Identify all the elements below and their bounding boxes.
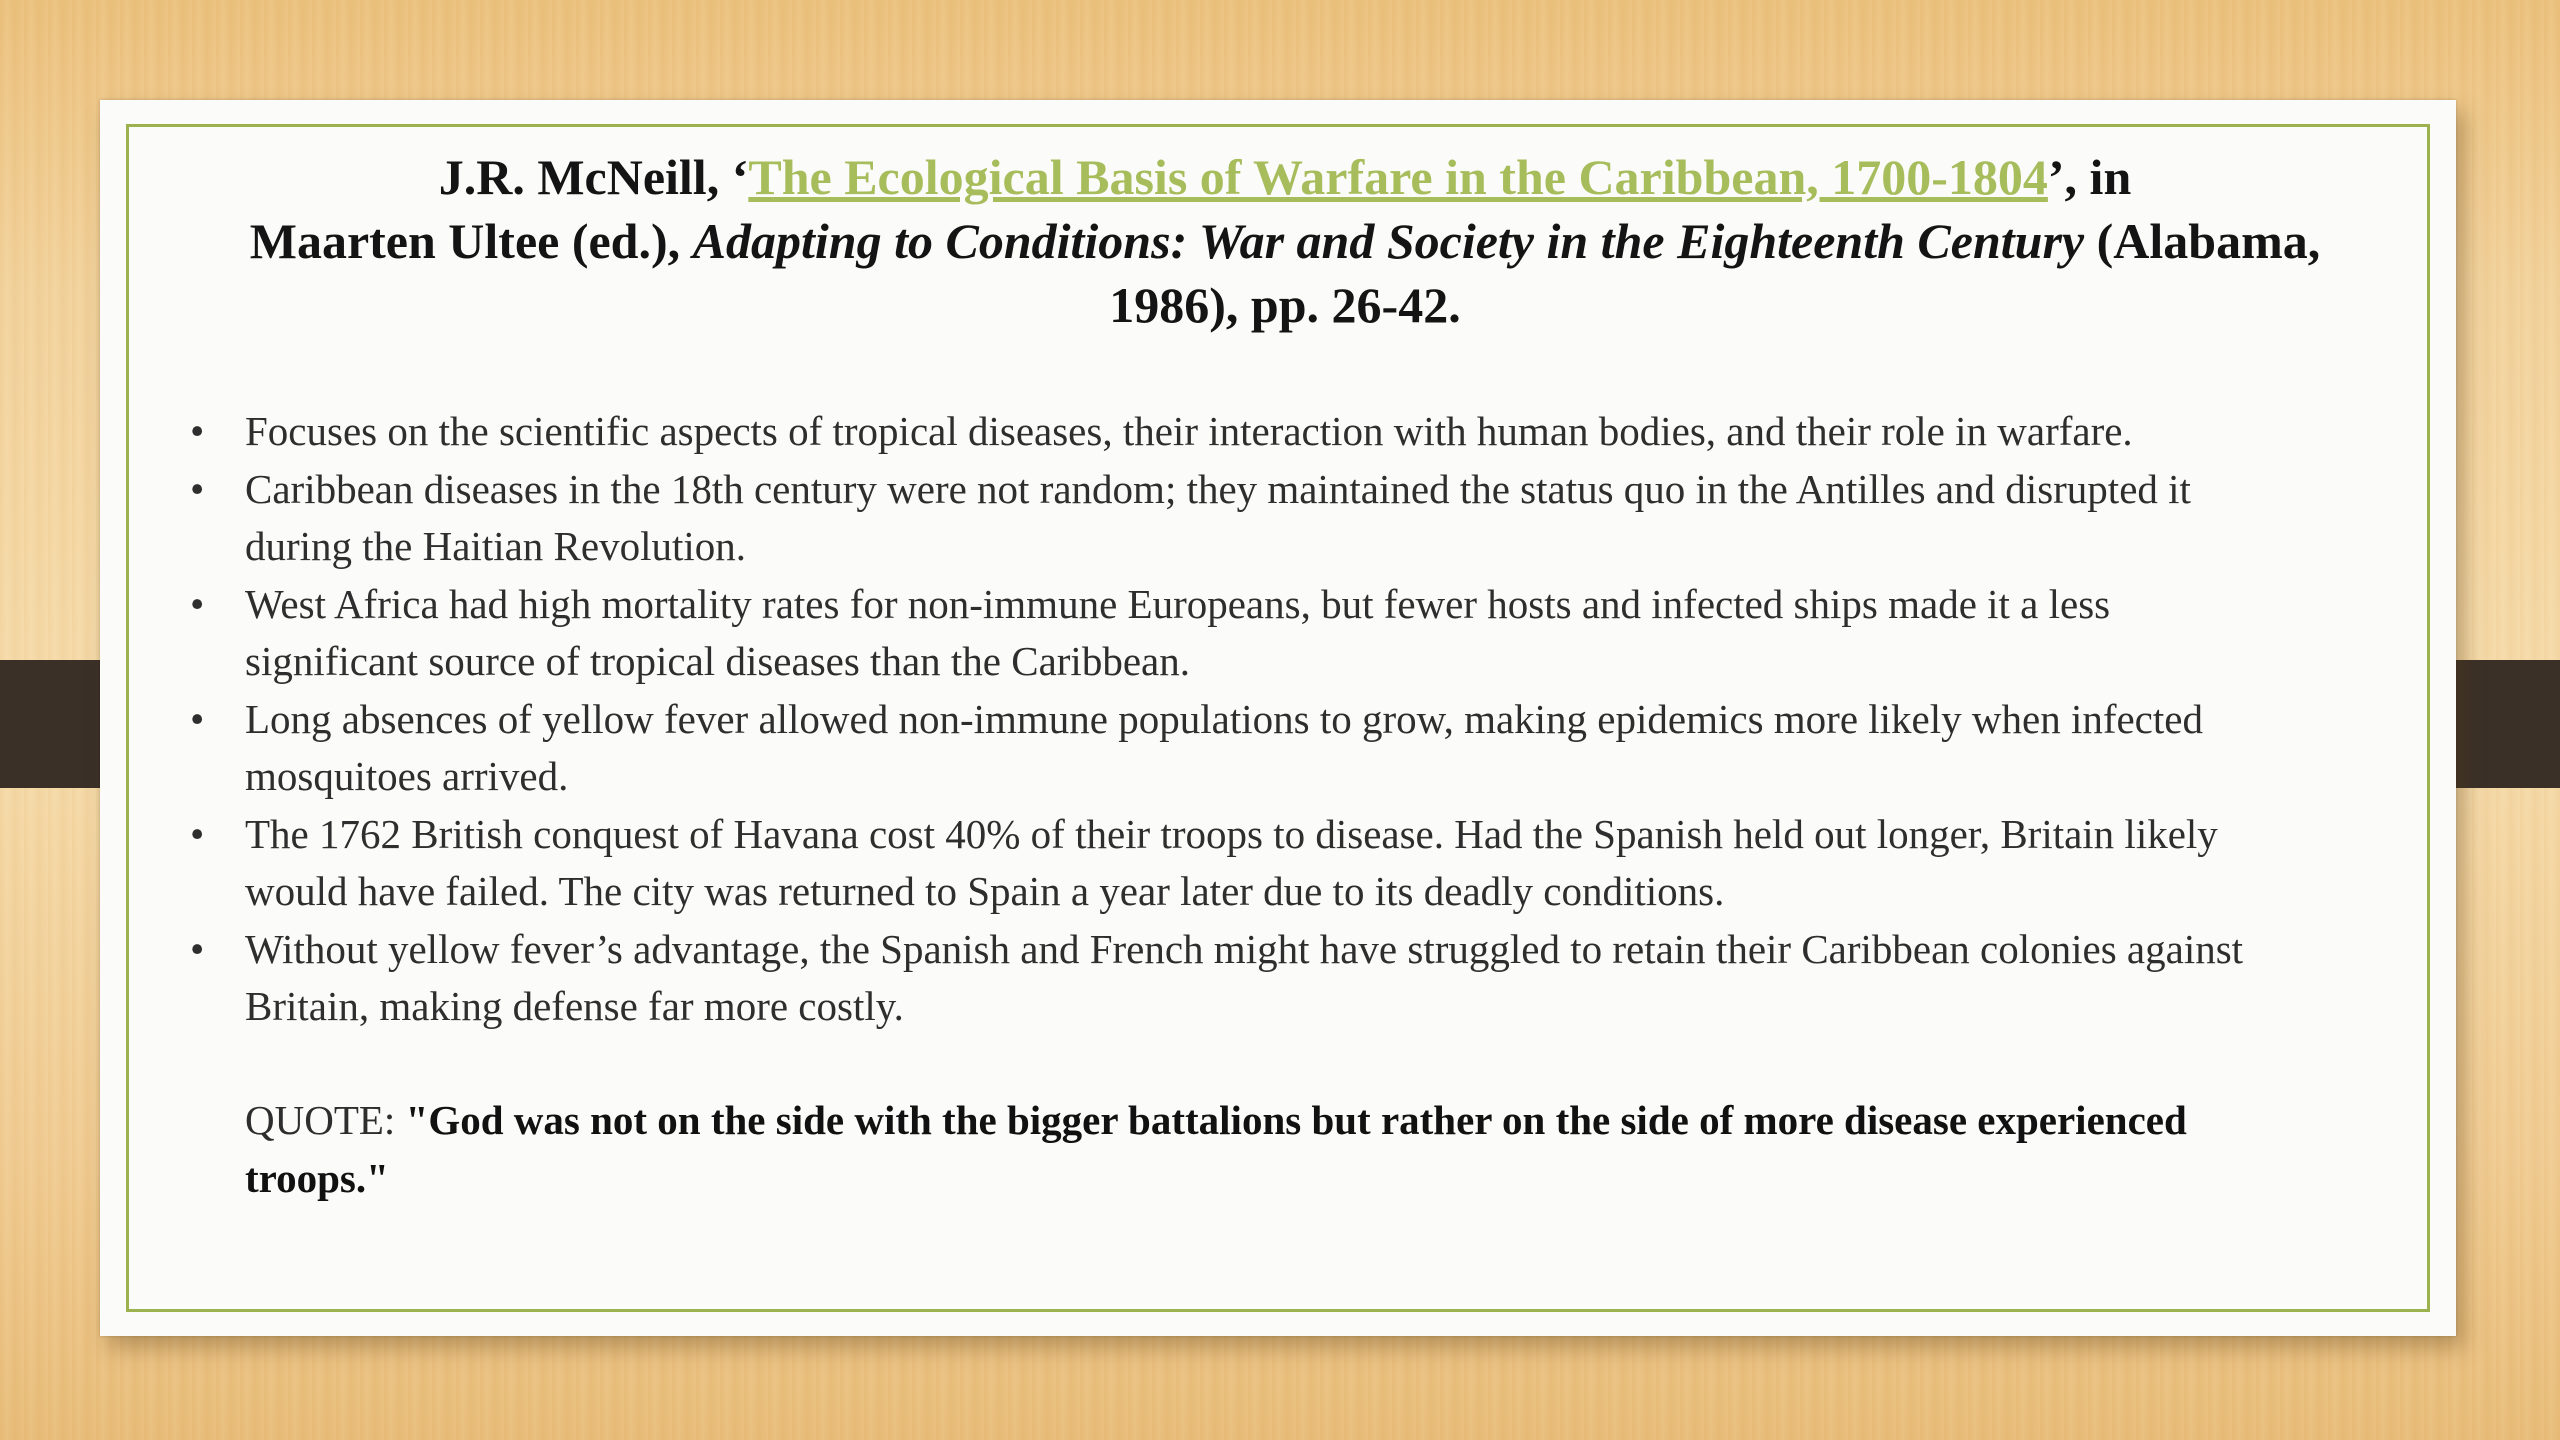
- bullet-item: [190, 691, 2280, 806]
- quote-label: QUOTE:: [245, 1097, 406, 1143]
- bullet-symbol: •: [190, 465, 205, 512]
- bullet-item: [190, 576, 2280, 691]
- bullet-text: Focuses on the scientific aspects of tropical diseases, their interaction with human bodies, and their role in warfare.: [245, 408, 2133, 454]
- bullet-text: The 1762 British conquest of Havana cost 40% of their troops to disease. Had the Spanish held out longer, Britain likely would have failed. The city was returned to Spain a year later due to its deadly conditions.: [245, 810, 2218, 914]
- bullet-list: [190, 403, 2280, 1036]
- bullet-symbol: •: [190, 408, 205, 454]
- bullet-text: Long absences of yellow fever allowed non-immune populations to grow, making epidemics more likely when infected mosquitoes arrived.: [245, 695, 2203, 799]
- title-in: ’, in: [2047, 149, 2132, 205]
- bullet-symbol: •: [190, 810, 205, 857]
- bullet-symbol: •: [190, 925, 205, 972]
- bullet-symbol: •: [190, 695, 205, 742]
- title-editor: Maarten Ultee (ed.),: [249, 213, 693, 269]
- article-title-link[interactable]: The Ecological Basis of Warfare in the Caribbean, 1700-1804: [748, 149, 2048, 205]
- book-title: Adapting to Conditions: War and Society in the Eighteenth Century: [692, 213, 2085, 269]
- bullet-item: [190, 806, 2280, 921]
- publication-info: (Alabama, 1986), pp. 26-42.: [1109, 213, 2321, 333]
- bullet-symbol: •: [190, 580, 205, 627]
- quote-text: "God was not on the side with the bigger battalions but rather on the side of more disease experienced troops.": [245, 1097, 2187, 1201]
- quote-block: [245, 1092, 2295, 1207]
- bullet-item: [190, 403, 2280, 461]
- bullet-text: West Africa had high mortality rates for non-immune Europeans, but fewer hosts and infected ships made it a less significant source of tropical diseases than the Caribbean.: [245, 580, 2111, 684]
- bullet-item: [190, 461, 2280, 576]
- bullet-item: [190, 921, 2280, 1036]
- title-author: J.R. McNeill, ‘: [438, 149, 749, 205]
- bullet-text: Without yellow fever’s advantage, the Spanish and French might have struggled to retain their Caribbean colonies against Britain, making defense far more costly.: [245, 925, 2244, 1029]
- slide-title: [230, 145, 2340, 337]
- bullet-text: Caribbean diseases in the 18th century were not random; they maintained the status quo in the Antilles and disrupted it during the Haitian Revolution.: [245, 465, 2191, 569]
